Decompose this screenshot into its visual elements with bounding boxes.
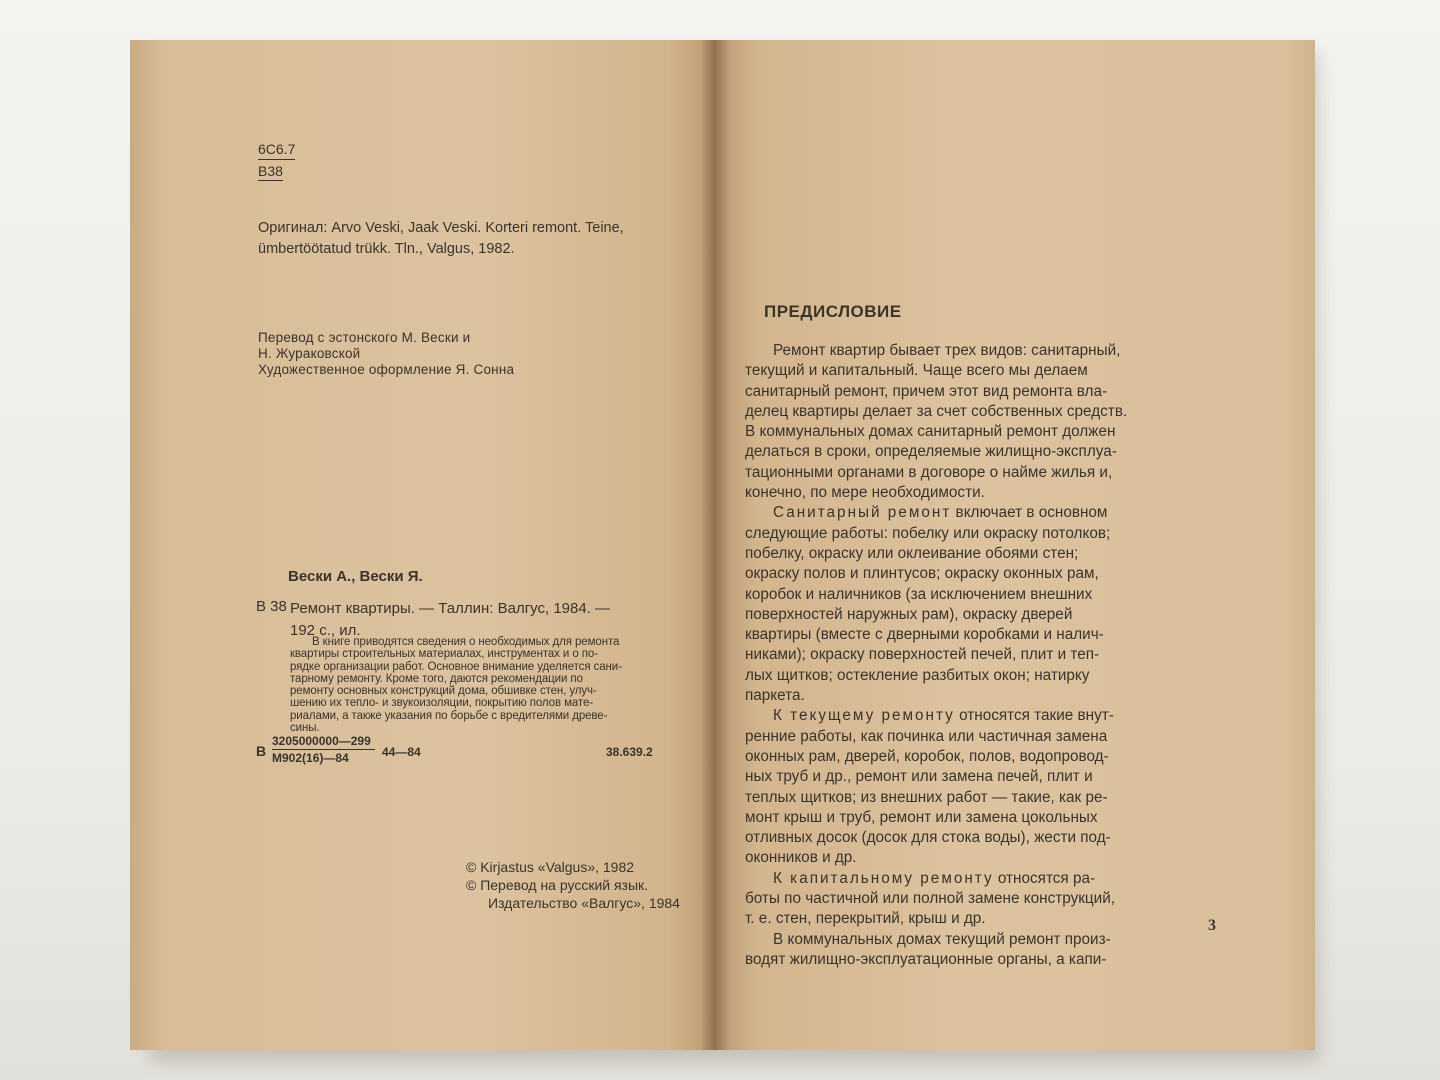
translation-credits [258,330,514,378]
copyright-line: © Kirjastus «Valgus», 1982 [466,859,635,875]
text-line: т. е. стен, перекрытий, крыш и др. [745,910,986,928]
annotation-line: риалами, а также указания по борьбе с вредителями древе- [290,709,608,722]
text-line: никами); окраску поверхностей печей, плит и теп- [745,646,1100,664]
text-line: поверхностей наружных рам), окраску дверей [745,605,1073,623]
text-line: коробок и наличников (за исключением внешних [745,585,1093,603]
text-line: паркета. [745,687,805,705]
index-fraction [272,733,375,766]
text-line: квартиры (вместе с дверными коробками и налич- [745,626,1104,644]
term-sanitary: Санитарный ремонт [773,504,952,522]
annotation-line: шению их тепло- и звукоизоляции, покрытию полов мате- [290,697,593,710]
annotation-line: тарному ремонту. Кроме того, даются рекомендации по [290,672,583,685]
page-number: 3 [1208,917,1216,934]
udk-bottom: В38 [258,163,283,179]
text-line: делец квартиры делает за счет собственных средств. [745,402,1128,420]
annotation-line: ремонту основных конструкций дома, обшивке стен, улуч- [290,685,597,698]
annotation-line: В книге приводятся сведения о необходимых для ремонта [312,636,620,648]
text-line: тационными органами в договоре о найме жилья и, [745,463,1113,481]
index-denominator: М902(16)—84 [272,751,349,765]
original-title-info [258,218,624,260]
text-line [745,503,1210,523]
text-line: оконников и др. [745,849,857,867]
index-numerator: 3205000000—299 [272,733,375,750]
text-line: водят жилищно-эксплуатационные органы, а капи- [745,950,1107,968]
credit-line: Перевод с эстонского М. Вески и [258,330,471,345]
text-line [745,706,1210,726]
text-line: оконных рам, дверей, коробок, полов, водопровод- [745,747,1109,765]
credit-line: Художественное оформление Я. Сонна [258,362,515,377]
text-line: В коммунальных домах текущий ремонт произ- [773,930,1111,948]
text-line: лых щитков; остекление разбитых окон; натирку [745,666,1090,684]
text-line: побелку, окраску или оклеивание обоями стен; [745,544,1079,562]
text-line: текущий и капитальный. Чаще всего мы делаем [745,362,1088,380]
text-line: теплых щитков; из внешних работ — такие, как ре- [745,788,1108,806]
original-line: ümbertöötatud trükk. Tln., Valgus, 1982. [258,241,515,257]
copyright-line: © Перевод на русский язык. [466,877,649,893]
bib-line: 192 с., ил. [290,622,361,639]
index-middle: 44—84 [382,745,421,759]
text-line: ных труб и др., ремонт или замена печей, плит и [745,768,1093,786]
term-capital: К капитальному ремонту [773,869,994,887]
udk-top: 6С6.7 [258,140,295,160]
book-gutter [700,40,730,1050]
annotation-line: квартиры строительных материалах, инструментах и о по- [290,648,598,661]
text-line: ренние работы, как починка или частичная замена [745,727,1108,745]
text-line: монт крыш и труб, ремонт или замена цокольных [745,808,1098,826]
text-line: следующие работы: побелку или окраску потолков; [745,524,1111,542]
text-line: окраску полов и плинтусов; окраску оконных рам, [745,565,1099,583]
text-line: Ремонт квартир бывает трех видов: санитарный, [773,342,1121,359]
term-current: К текущему ремонту [773,707,955,725]
text-line: делаться в сроки, определяемые жилищно-эксплуа- [745,443,1117,461]
authors: Вески А., Вески Я. [288,568,423,585]
annotation [290,636,622,734]
text-line: отливных досок (досок для стока воды), жести под- [745,829,1111,847]
text-line: В коммунальных домах санитарный ремонт должен [745,423,1116,441]
copyright-block [466,858,680,912]
annotation-line: сины. [290,722,320,735]
annotation-line: рядке организации работ. Основное внимание уделяется сани- [290,660,622,673]
text-fragment: включает в основном [951,504,1108,522]
preface-body [745,341,1210,970]
chapter-heading: ПРЕДИСЛОВИЕ [764,302,902,321]
udk-code [258,140,295,181]
text-fragment: относятся ра- [993,869,1096,887]
text-line: конечно, по мере необходимости. [745,484,985,502]
catalog-code: В 38 [256,598,287,615]
index-right: 38.639.2 [606,745,653,759]
copyright-line: Издательство «Валгус», 1984 [488,895,680,911]
text-line: боты по частичной или полной замене конструкций, [745,890,1116,908]
credit-line: Н. Жураковской [258,346,361,361]
index-letter: В [256,743,267,759]
text-line [745,869,1210,889]
bib-line: Ремонт квартиры. — Таллин: Валгус, 1984. — [290,600,611,617]
original-line: Оригинал: Arvo Veski, Jaak Veski. Korteri remont. Teine, [258,220,624,236]
text-line: санитарный ремонт, причем этот вид ремонта вла- [745,382,1108,400]
text-fragment: относятся такие внут- [954,707,1114,725]
